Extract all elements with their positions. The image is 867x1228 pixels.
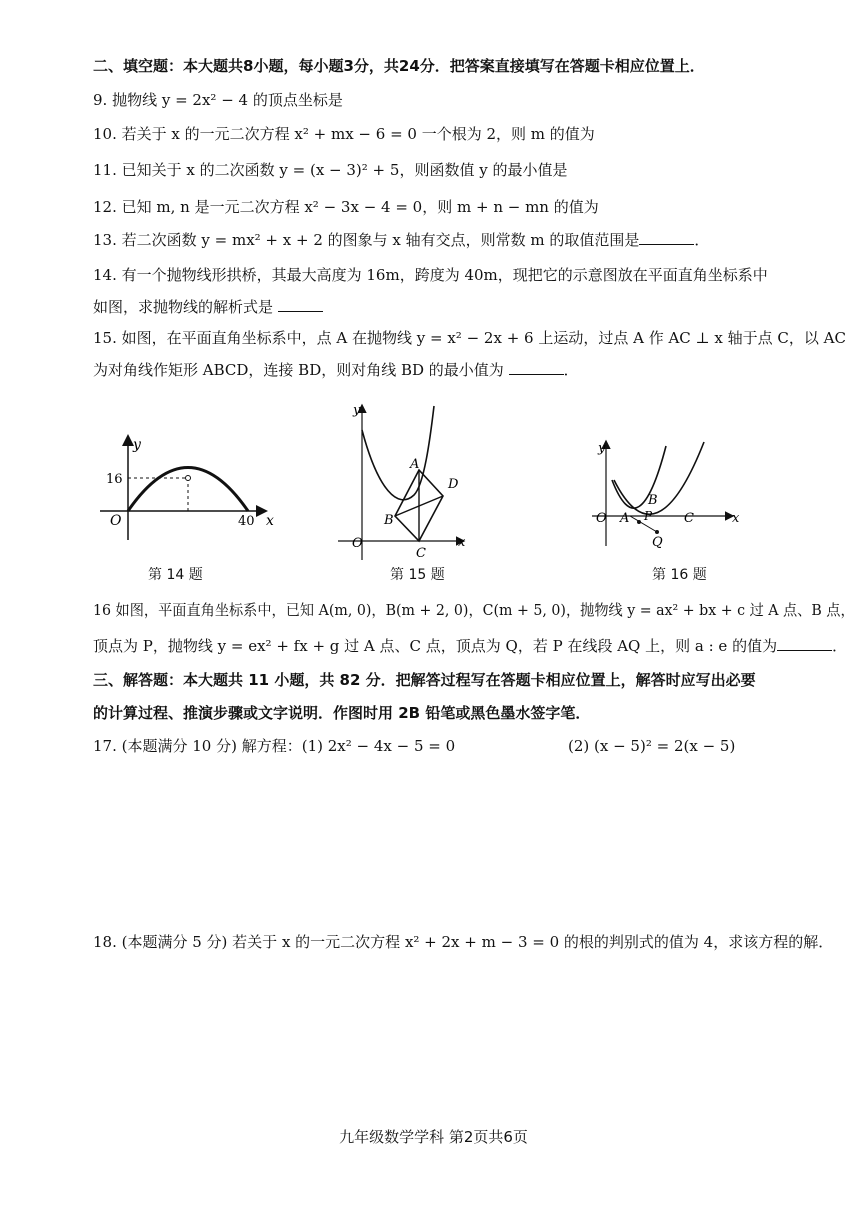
x-label: x xyxy=(732,511,740,526)
question-13-text: 13. 若二次函数 y = mx² + x + 2 的图象与 x 轴有交点，则常数 m 的取值范围是 xyxy=(93,231,640,249)
point-p xyxy=(637,520,641,524)
point-c-label: C xyxy=(684,511,694,526)
point-q-label: Q xyxy=(652,535,663,550)
point-a-label: A xyxy=(620,511,630,526)
answer-blank xyxy=(509,360,564,375)
question-10: 10. 若关于 x 的一元二次方程 x² + mx − 6 = 0 一个根为 2，则 m 的值为 xyxy=(93,125,595,143)
y-label: y xyxy=(353,403,361,418)
question-13 xyxy=(93,230,709,250)
point-a-label: A xyxy=(410,457,420,472)
origin-label: O xyxy=(352,536,363,551)
section3-heading-line2: 的计算过程、推演步骤或文字说明．作图时用 2B 铅笔或黑色墨水签字笔． xyxy=(93,704,591,722)
point-b-label: B xyxy=(648,493,658,508)
parabola xyxy=(362,406,434,500)
question-12: 12. 已知 m, n 是一元二次方程 x² − 3x − 4 = 0，则 m + n − mn 的值为 xyxy=(93,198,599,216)
question-15-line2 xyxy=(93,360,579,380)
question-17-part2: (2) (x − 5)² = 2(x − 5) xyxy=(568,737,736,755)
figure-16 xyxy=(592,440,742,550)
figure-15 xyxy=(338,400,468,560)
section2-heading: 二、填空题：本大题共8小题，每小题3分，共24分．把答案直接填写在答题卡相应位置上． xyxy=(93,57,705,75)
y-label: y xyxy=(133,437,141,453)
parabola-q xyxy=(614,442,704,514)
question-16-text: 顶点为 P，抛物线 y = ex² + fx + g 过 A 点、C 点，顶点为 Q，若 P 在线段 AQ 上，则 a : e 的值为 xyxy=(93,637,778,655)
parabola-p xyxy=(612,446,666,508)
figure-14 xyxy=(100,435,274,545)
x-label: x xyxy=(266,513,274,529)
question-14-line1: 14. 有一个抛物线形拱桥，其最大高度为 16m，跨度为 40m，现把它的示意图放在平面直角坐标系中 xyxy=(93,266,768,284)
question-18: 18. (本题满分 5 分) 若关于 x 的一元二次方程 x² + 2x + m − 3 = 0 的根的判别式的值为 4，求该方程的解． xyxy=(93,933,834,951)
height-label: 16 xyxy=(106,472,123,487)
question-15-line1: 15. 如图，在平面直角坐标系中，点 A 在抛物线 y = x² − 2x + 6 上运动，过点 A 作 AC ⊥ x 轴于点 C，以 AC xyxy=(93,329,846,347)
answer-blank xyxy=(639,230,694,245)
origin-label: O xyxy=(110,513,122,529)
vertex-point xyxy=(186,476,191,481)
question-11: 11. 已知关于 x 的二次函数 y = (x − 3)² + 5，则函数值 y 的最小值是 xyxy=(93,161,568,179)
question-15-text: 为对角线作矩形 ABCD，连接 BD，则对角线 BD 的最小值为 xyxy=(93,361,504,379)
question-16-end: ． xyxy=(832,637,848,655)
question-15-end: ． xyxy=(563,361,579,379)
section3-heading-line1: 三、解答题：本大题共 11 小题，共 82 分．把解答过程写在答题卡相应位置上，解答时应写出必要 xyxy=(93,671,756,689)
question-16-line1: 16 如图，平面直角坐标系中，已知 A(m, 0)，B(m + 2, 0)，C(m + 5, 0)，抛物线 y = ax² + bx + c 过 A 点、B 点， xyxy=(93,601,855,619)
question-14-text: 如图，求抛物线的解析式是 xyxy=(93,298,274,316)
point-p-label: P xyxy=(644,509,653,523)
figure-15-caption: 第 15 题 xyxy=(390,567,445,583)
question-14-line2 xyxy=(93,297,323,317)
origin-label: O xyxy=(596,511,607,526)
question-13-end: ． xyxy=(694,231,710,249)
page-footer: 九年级数学学科 第2页共6页 xyxy=(339,1128,528,1146)
point-d-label: D xyxy=(448,477,459,492)
point-q xyxy=(655,530,659,534)
answer-blank xyxy=(278,297,323,312)
question-9: 9. 抛物线 y = 2x² − 4 的顶点坐标是 xyxy=(93,91,343,109)
question-16-line2 xyxy=(93,636,847,656)
y-label: y xyxy=(598,441,606,456)
point-c-label: C xyxy=(416,546,426,561)
point-b-label: B xyxy=(384,513,394,528)
answer-blank xyxy=(777,636,832,651)
figure-14-caption: 第 14 题 xyxy=(148,567,203,583)
figure-16-caption: 第 16 题 xyxy=(652,567,707,583)
span-label: 40 xyxy=(238,514,255,529)
x-label: x xyxy=(458,535,466,550)
question-17-part1: 17. (本题满分 10 分) 解方程：(1) 2x² − 4x − 5 = 0 xyxy=(93,737,456,755)
